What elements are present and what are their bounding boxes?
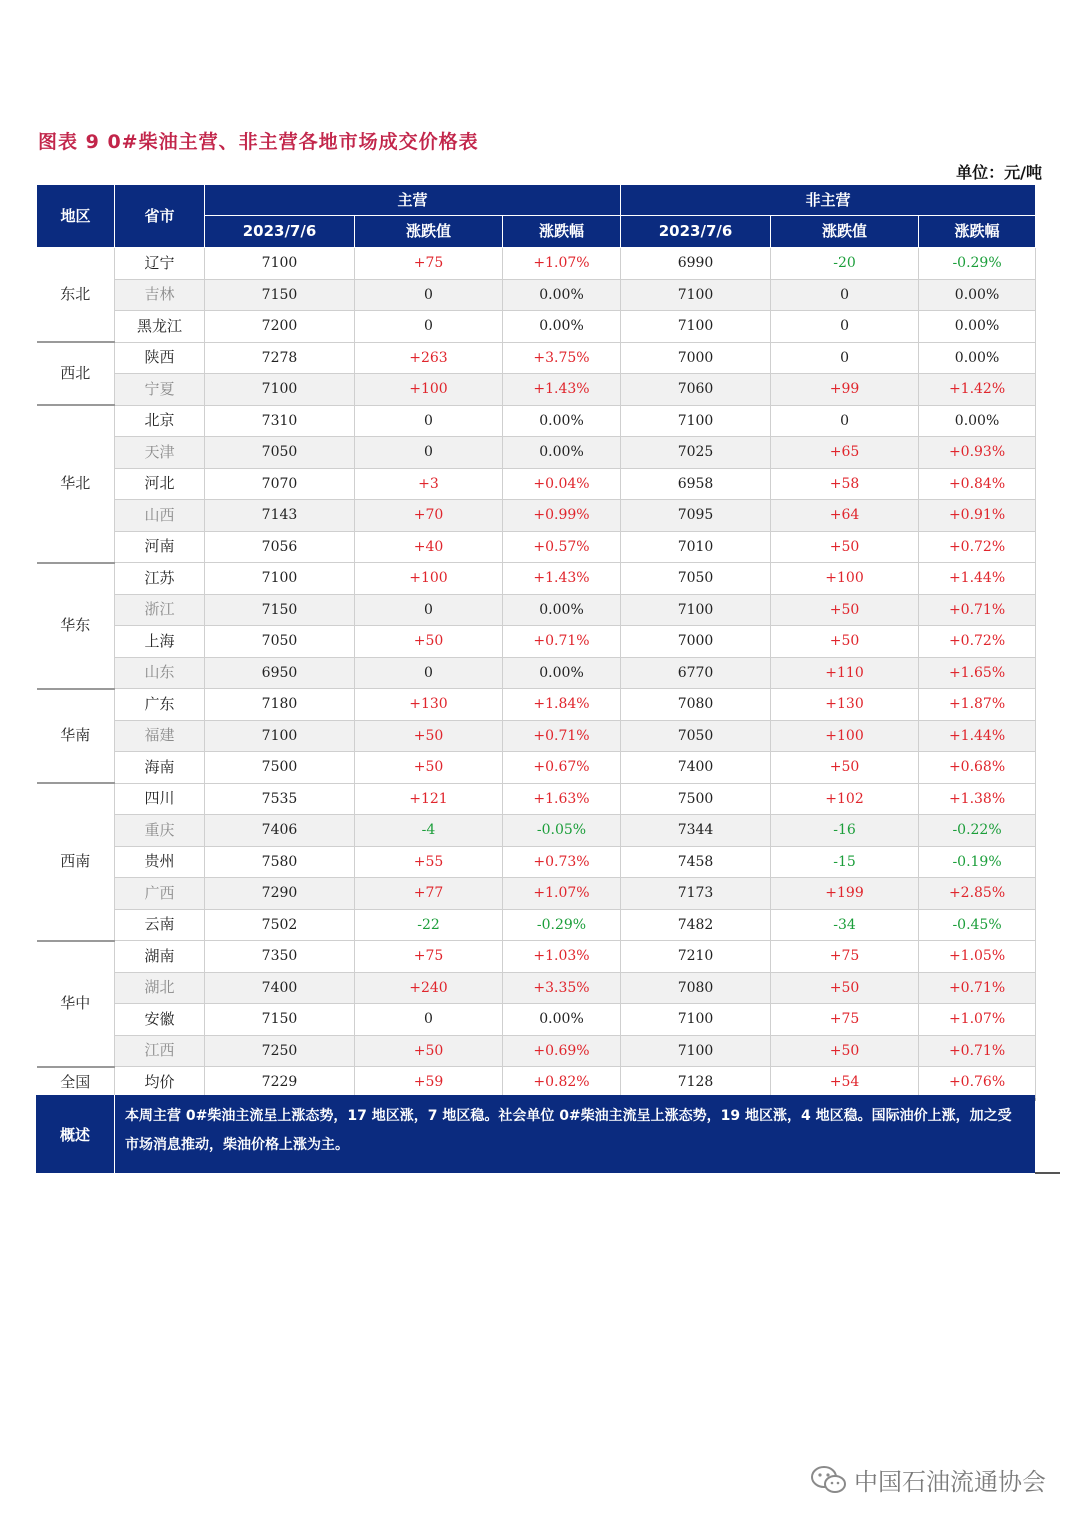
nonmain-change-cell: +100 [771, 563, 919, 595]
province-cell: 山东 [115, 657, 205, 689]
nonmain-price-cell: 7482 [621, 909, 771, 941]
nonmain-change-cell: +75 [771, 941, 919, 973]
nonmain-price-cell: 6958 [621, 468, 771, 500]
nonmain-pct-cell: +1.87% [919, 689, 1036, 721]
province-cell: 四川 [115, 783, 205, 815]
main-price-cell: 7100 [205, 248, 355, 280]
nonmain-price-cell: 7100 [621, 279, 771, 311]
nonmain-change-cell: -16 [771, 815, 919, 847]
main-change-cell: +263 [355, 342, 503, 374]
nonmain-pct-cell: +0.71% [919, 594, 1036, 626]
province-cell: 浙江 [115, 594, 205, 626]
nonmain-change-cell: -34 [771, 909, 919, 941]
header-nonmain-pct: 涨跌幅 [919, 216, 1036, 248]
nonmain-pct-cell: +1.65% [919, 657, 1036, 689]
header-nonmain-group: 非主营 [621, 185, 1036, 216]
main-pct-cell: +1.43% [503, 374, 621, 406]
main-price-cell: 7143 [205, 500, 355, 532]
nonmain-pct-cell: 0.00% [919, 342, 1036, 374]
region-cell: 华东 [37, 563, 115, 689]
nonmain-pct-cell: +2.85% [919, 878, 1036, 910]
main-change-cell: -4 [355, 815, 503, 847]
table-row [37, 815, 1036, 847]
main-pct-cell: 0.00% [503, 279, 621, 311]
main-pct-cell: +1.84% [503, 689, 621, 721]
province-cell: 福建 [115, 720, 205, 752]
summary-box [36, 1095, 1035, 1173]
main-price-cell: 7535 [205, 783, 355, 815]
table-row [37, 594, 1036, 626]
main-pct-cell: 0.00% [503, 1004, 621, 1036]
nonmain-price-cell: 7400 [621, 752, 771, 784]
nonmain-pct-cell: +0.71% [919, 1035, 1036, 1067]
nonmain-change-cell: +64 [771, 500, 919, 532]
main-price-cell: 7180 [205, 689, 355, 721]
nonmain-change-cell: 0 [771, 279, 919, 311]
main-change-cell: +40 [355, 531, 503, 563]
region-cell: 东北 [37, 248, 115, 343]
province-cell: 陕西 [115, 342, 205, 374]
province-cell: 河北 [115, 468, 205, 500]
nonmain-change-cell: +110 [771, 657, 919, 689]
nonmain-pct-cell: +0.76% [919, 1067, 1036, 1100]
nonmain-pct-cell: -0.19% [919, 846, 1036, 878]
main-pct-cell: +1.43% [503, 563, 621, 595]
nonmain-change-cell: -20 [771, 248, 919, 280]
main-change-cell: +70 [355, 500, 503, 532]
header-nonmain-change: 涨跌值 [771, 216, 919, 248]
main-change-cell: +130 [355, 689, 503, 721]
region-cell: 华南 [37, 689, 115, 784]
main-price-cell: 7250 [205, 1035, 355, 1067]
main-pct-cell: +1.63% [503, 783, 621, 815]
province-cell: 湖南 [115, 941, 205, 973]
nonmain-change-cell: +50 [771, 594, 919, 626]
province-cell: 上海 [115, 626, 205, 658]
province-cell: 广东 [115, 689, 205, 721]
province-cell: 天津 [115, 437, 205, 469]
region-cell: 华北 [37, 405, 115, 563]
nonmain-change-cell: 0 [771, 342, 919, 374]
nonmain-price-cell: 7050 [621, 563, 771, 595]
nonmain-pct-cell: +1.44% [919, 720, 1036, 752]
nonmain-price-cell: 7010 [621, 531, 771, 563]
nonmain-pct-cell: +1.44% [919, 563, 1036, 595]
main-change-cell: +50 [355, 720, 503, 752]
price-table [36, 184, 1036, 1101]
main-pct-cell: +0.73% [503, 846, 621, 878]
nonmain-change-cell: 0 [771, 405, 919, 437]
main-price-cell: 7150 [205, 594, 355, 626]
table-row [37, 909, 1036, 941]
unit-label: 单位：元/吨 [956, 163, 1042, 182]
main-pct-cell: -0.29% [503, 909, 621, 941]
nonmain-price-cell: 7458 [621, 846, 771, 878]
main-change-cell: +75 [355, 941, 503, 973]
table-row [37, 846, 1036, 878]
main-pct-cell: +1.07% [503, 878, 621, 910]
nonmain-change-cell: +50 [771, 1035, 919, 1067]
header-main-date: 2023/7/6 [205, 216, 355, 248]
nonmain-change-cell: +65 [771, 437, 919, 469]
nonmain-price-cell: 7100 [621, 1004, 771, 1036]
region-cell: 西南 [37, 783, 115, 941]
main-change-cell: 0 [355, 437, 503, 469]
nonmain-change-cell: +199 [771, 878, 919, 910]
header-main-group: 主营 [205, 185, 621, 216]
table-row [37, 972, 1036, 1004]
nonmain-pct-cell: 0.00% [919, 311, 1036, 343]
main-change-cell: +59 [355, 1067, 503, 1100]
nonmain-change-cell: +100 [771, 720, 919, 752]
header-main-change: 涨跌值 [355, 216, 503, 248]
nonmain-change-cell: +50 [771, 972, 919, 1004]
main-price-cell: 7070 [205, 468, 355, 500]
table-row [37, 689, 1036, 721]
nonmain-price-cell: 7025 [621, 437, 771, 469]
main-change-cell: 0 [355, 657, 503, 689]
main-price-cell: 7056 [205, 531, 355, 563]
header-region: 地区 [37, 185, 115, 248]
main-price-cell: 7150 [205, 279, 355, 311]
province-cell: 吉林 [115, 279, 205, 311]
nonmain-price-cell: 7210 [621, 941, 771, 973]
nonmain-pct-cell: 0.00% [919, 405, 1036, 437]
main-price-cell: 7310 [205, 405, 355, 437]
main-price-cell: 7100 [205, 374, 355, 406]
table-row [37, 531, 1036, 563]
main-change-cell: +50 [355, 626, 503, 658]
region-cell: 全国 [37, 1067, 115, 1100]
main-price-cell: 7050 [205, 437, 355, 469]
summary-label: 概述 [36, 1095, 115, 1173]
watermark [810, 1462, 1046, 1497]
province-cell: 江西 [115, 1035, 205, 1067]
header-main-pct: 涨跌幅 [503, 216, 621, 248]
nonmain-change-cell: +58 [771, 468, 919, 500]
main-change-cell: +50 [355, 1035, 503, 1067]
nonmain-price-cell: 7100 [621, 311, 771, 343]
nonmain-pct-cell: -0.45% [919, 909, 1036, 941]
province-cell: 山西 [115, 500, 205, 532]
region-cell: 华中 [37, 941, 115, 1067]
main-change-cell: 0 [355, 1004, 503, 1036]
nonmain-pct-cell: -0.29% [919, 248, 1036, 280]
nonmain-price-cell: 7060 [621, 374, 771, 406]
nonmain-pct-cell: +0.72% [919, 626, 1036, 658]
main-price-cell: 7229 [205, 1067, 355, 1100]
main-price-cell: 7406 [205, 815, 355, 847]
main-price-cell: 7502 [205, 909, 355, 941]
table-row [37, 311, 1036, 343]
nonmain-change-cell: +75 [771, 1004, 919, 1036]
region-cell: 西北 [37, 342, 115, 405]
province-cell: 辽宁 [115, 248, 205, 280]
province-cell: 宁夏 [115, 374, 205, 406]
table-row [37, 437, 1036, 469]
main-pct-cell: 0.00% [503, 311, 621, 343]
summary-text: 本周主营 0#柴油主流呈上涨态势，17 地区涨，7 地区稳。社会单位 0#柴油主流呈上涨态势，19 地区涨，4 地区稳。国际油价上涨，加之受市场消息推动，柴油价格上涨为主。 [125, 1108, 1012, 1153]
province-cell: 湖北 [115, 972, 205, 1004]
main-price-cell: 7278 [205, 342, 355, 374]
main-pct-cell: +0.69% [503, 1035, 621, 1067]
main-price-cell: 7100 [205, 720, 355, 752]
main-change-cell: 0 [355, 594, 503, 626]
main-pct-cell: 0.00% [503, 437, 621, 469]
main-change-cell: +100 [355, 563, 503, 595]
main-price-cell: 7050 [205, 626, 355, 658]
nonmain-pct-cell: +0.71% [919, 972, 1036, 1004]
province-cell: 黑龙江 [115, 311, 205, 343]
nonmain-price-cell: 7095 [621, 500, 771, 532]
province-cell: 江苏 [115, 563, 205, 595]
nonmain-price-cell: 6770 [621, 657, 771, 689]
table-body [37, 248, 1036, 1100]
province-cell: 广西 [115, 878, 205, 910]
nonmain-price-cell: 6990 [621, 248, 771, 280]
main-price-cell: 7200 [205, 311, 355, 343]
table-row [37, 374, 1036, 406]
table-row [37, 626, 1036, 658]
main-price-cell: 7580 [205, 846, 355, 878]
province-cell: 贵州 [115, 846, 205, 878]
nonmain-price-cell: 7128 [621, 1067, 771, 1100]
main-price-cell: 7350 [205, 941, 355, 973]
nonmain-pct-cell: +0.68% [919, 752, 1036, 784]
province-cell: 重庆 [115, 815, 205, 847]
nonmain-price-cell: 7100 [621, 405, 771, 437]
table-row [37, 720, 1036, 752]
province-cell: 海南 [115, 752, 205, 784]
main-pct-cell: +0.04% [503, 468, 621, 500]
nonmain-pct-cell: 0.00% [919, 279, 1036, 311]
table-row [37, 405, 1036, 437]
nonmain-change-cell: +50 [771, 626, 919, 658]
nonmain-pct-cell: +1.38% [919, 783, 1036, 815]
table-row [37, 1004, 1036, 1036]
main-price-cell: 6950 [205, 657, 355, 689]
nonmain-price-cell: 7500 [621, 783, 771, 815]
main-pct-cell: +3.35% [503, 972, 621, 1004]
nonmain-pct-cell: +1.05% [919, 941, 1036, 973]
nonmain-price-cell: 7000 [621, 342, 771, 374]
nonmain-price-cell: 7100 [621, 594, 771, 626]
province-cell: 北京 [115, 405, 205, 437]
watermark-text: 中国石油流通协会 [854, 1468, 1046, 1496]
table-row [37, 563, 1036, 595]
main-change-cell: 0 [355, 311, 503, 343]
province-cell: 云南 [115, 909, 205, 941]
main-change-cell: -22 [355, 909, 503, 941]
nonmain-change-cell: +102 [771, 783, 919, 815]
main-change-cell: +55 [355, 846, 503, 878]
nonmain-change-cell: +99 [771, 374, 919, 406]
province-cell: 河南 [115, 531, 205, 563]
table-row [37, 752, 1036, 784]
table-row [37, 1035, 1036, 1067]
nonmain-change-cell: +54 [771, 1067, 919, 1100]
main-pct-cell: +0.82% [503, 1067, 621, 1100]
main-change-cell: +77 [355, 878, 503, 910]
nonmain-pct-cell: +0.72% [919, 531, 1036, 563]
nonmain-price-cell: 7344 [621, 815, 771, 847]
nonmain-pct-cell: +0.84% [919, 468, 1036, 500]
main-pct-cell: +1.07% [503, 248, 621, 280]
main-pct-cell: 0.00% [503, 657, 621, 689]
nonmain-change-cell: +50 [771, 752, 919, 784]
table-row [37, 248, 1036, 280]
table-row [37, 279, 1036, 311]
wechat-icon [810, 1465, 848, 1495]
main-price-cell: 7500 [205, 752, 355, 784]
province-cell: 均价 [115, 1067, 205, 1100]
main-price-cell: 7290 [205, 878, 355, 910]
main-change-cell: +50 [355, 752, 503, 784]
main-pct-cell: +0.71% [503, 626, 621, 658]
main-pct-cell: 0.00% [503, 594, 621, 626]
nonmain-price-cell: 7050 [621, 720, 771, 752]
province-cell: 安徽 [115, 1004, 205, 1036]
nonmain-pct-cell: -0.22% [919, 815, 1036, 847]
main-change-cell: 0 [355, 405, 503, 437]
table-title: 图表 9 0#柴油主营、非主营各地市场成交价格表 [38, 131, 479, 153]
main-change-cell: +121 [355, 783, 503, 815]
main-pct-cell: +3.75% [503, 342, 621, 374]
nonmain-change-cell: 0 [771, 311, 919, 343]
nonmain-pct-cell: +1.07% [919, 1004, 1036, 1036]
main-pct-cell: +0.57% [503, 531, 621, 563]
table-row [37, 657, 1036, 689]
main-price-cell: 7400 [205, 972, 355, 1004]
main-pct-cell: +0.99% [503, 500, 621, 532]
main-pct-cell: 0.00% [503, 405, 621, 437]
main-pct-cell: -0.05% [503, 815, 621, 847]
table-row [37, 500, 1036, 532]
nonmain-pct-cell: +1.42% [919, 374, 1036, 406]
nonmain-pct-cell: +0.93% [919, 437, 1036, 469]
main-change-cell: +3 [355, 468, 503, 500]
nonmain-price-cell: 7080 [621, 689, 771, 721]
table-row [37, 878, 1036, 910]
main-price-cell: 7100 [205, 563, 355, 595]
main-change-cell: +240 [355, 972, 503, 1004]
nonmain-pct-cell: +0.91% [919, 500, 1036, 532]
main-pct-cell: +1.03% [503, 941, 621, 973]
main-pct-cell: +0.71% [503, 720, 621, 752]
table-row [37, 342, 1036, 374]
nonmain-price-cell: 7000 [621, 626, 771, 658]
table-row [37, 468, 1036, 500]
header-nonmain-date: 2023/7/6 [621, 216, 771, 248]
main-change-cell: +75 [355, 248, 503, 280]
nonmain-change-cell: -15 [771, 846, 919, 878]
main-pct-cell: +0.67% [503, 752, 621, 784]
table-row [37, 783, 1036, 815]
main-change-cell: 0 [355, 279, 503, 311]
summary-underline [1035, 1172, 1060, 1174]
nonmain-change-cell: +130 [771, 689, 919, 721]
nonmain-price-cell: 7173 [621, 878, 771, 910]
nonmain-price-cell: 7080 [621, 972, 771, 1004]
header-province: 省市 [115, 185, 205, 248]
nonmain-change-cell: +50 [771, 531, 919, 563]
nonmain-price-cell: 7100 [621, 1035, 771, 1067]
main-price-cell: 7150 [205, 1004, 355, 1036]
main-change-cell: +100 [355, 374, 503, 406]
table-row [37, 941, 1036, 973]
